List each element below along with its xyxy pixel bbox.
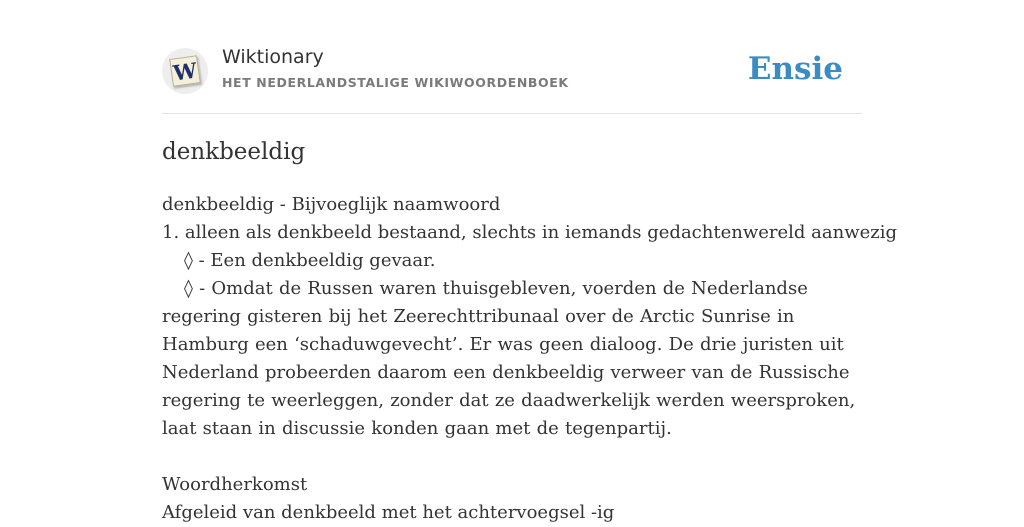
entry-content (162, 134, 898, 527)
site-header (162, 44, 862, 114)
entry-body (162, 191, 898, 527)
logo-letter: W (171, 57, 199, 86)
etymology-heading: Woordherkomst (162, 474, 308, 495)
site-title[interactable]: Wiktionary (222, 46, 324, 68)
wiktionary-logo-icon[interactable] (162, 48, 208, 94)
example-sentence: ◊ - Een denkbeeldig gevaar. (184, 250, 436, 271)
example-quote: ◊ - Omdat de Russen waren thuisgebleven, voerden de Nederlandse regering gisteren bij het Zeerechttribunaal over de Arctic Sunrise in Hamburg een ‘schaduwgevecht’. Er was geen dialoog. De drie juristen uit Nederland probeerden daarom een denkbeeldig verweer van de Russische regering te weerleggen, zonder dat ze daadwerkelijk werden weersproken, laat staan in discussie konden gaan met de tegenpartij. (162, 278, 856, 439)
ensie-brand-link[interactable]: Ensie (747, 51, 843, 87)
site-subtitle: HET NEDERLANDSTALIGE WIKIWOORDENBOEK (222, 75, 569, 90)
logo-tile (169, 55, 201, 87)
page-title: denkbeeldig (162, 139, 306, 165)
part-of-speech-line: denkbeeldig - Bijvoeglijk naamwoord (162, 194, 501, 215)
definition-line: 1. alleen als denkbeeld bestaand, slechts in iemands gedachtenwereld aanwezig (162, 222, 898, 243)
spacer (162, 443, 862, 471)
etymology-text: Afgeleid van denkbeeld met het achtervoegsel -ig (162, 502, 615, 523)
